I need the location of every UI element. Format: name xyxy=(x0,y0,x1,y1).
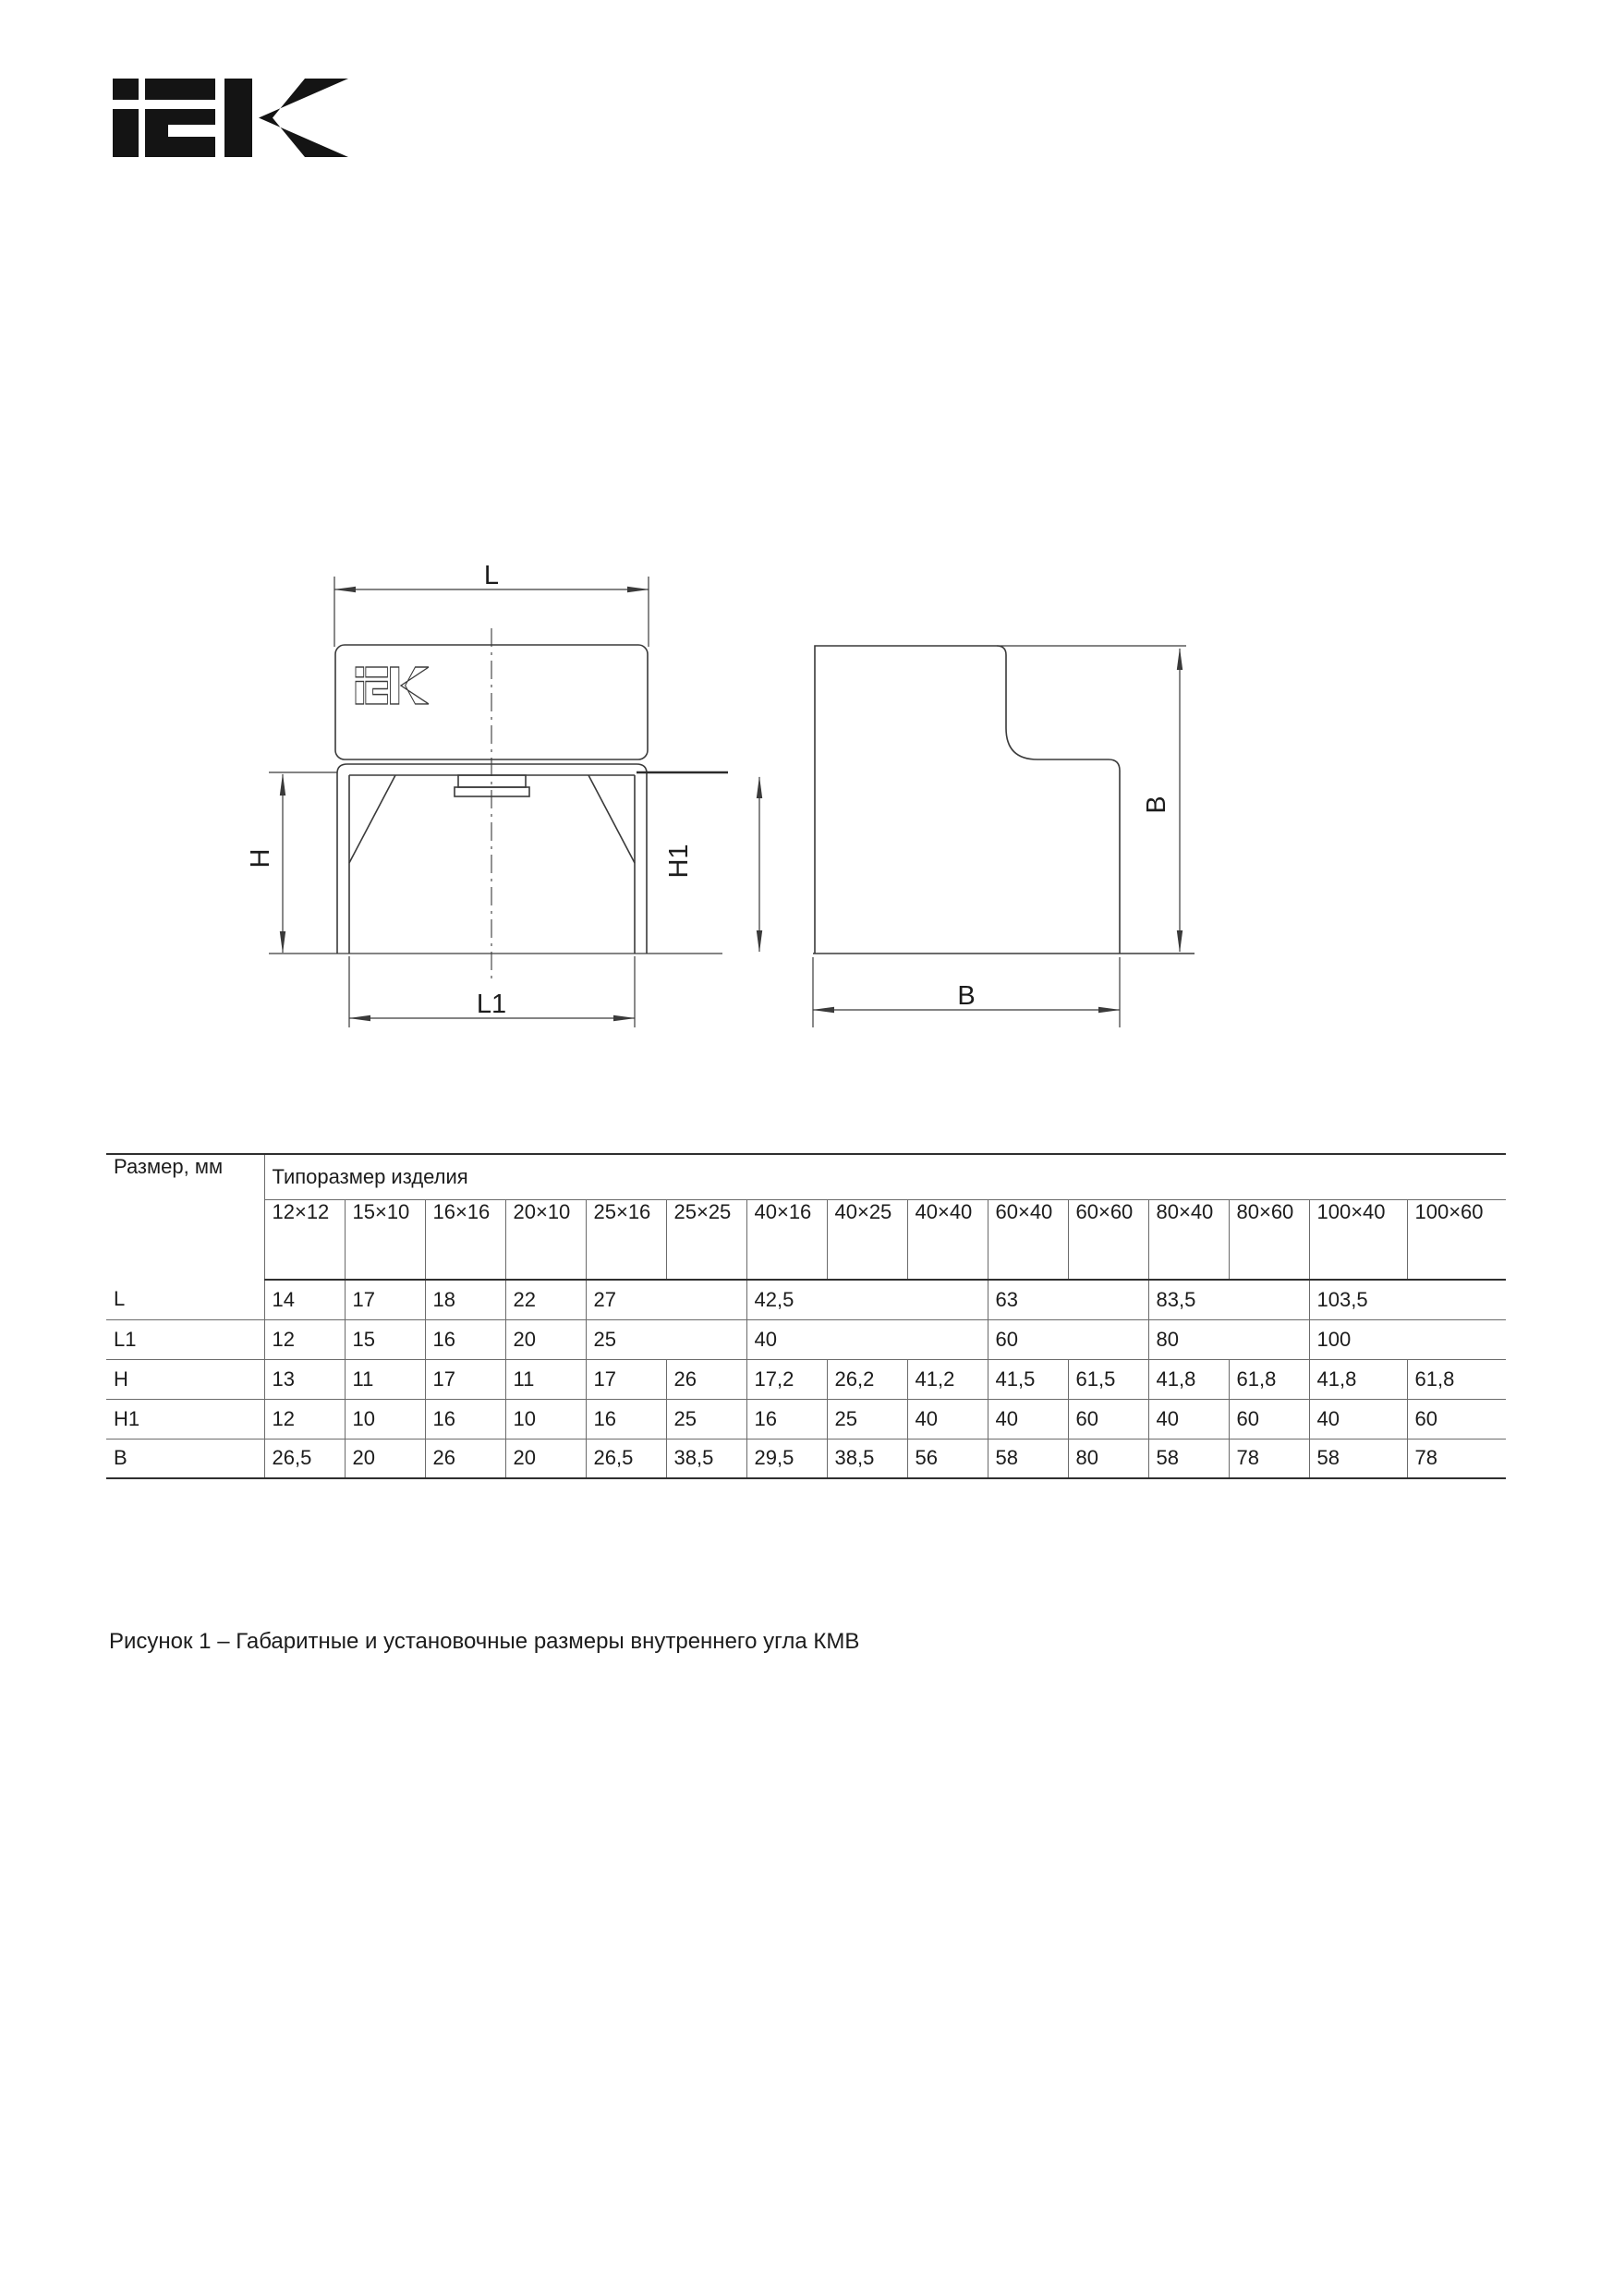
dimension-value-cell: 58 xyxy=(1148,1439,1229,1478)
dimension-value-cell: 61,8 xyxy=(1407,1359,1506,1399)
dimension-value-cell: 27 xyxy=(586,1280,746,1319)
dimension-value-cell: 61,8 xyxy=(1229,1359,1309,1399)
dimension-value-cell: 41,5 xyxy=(988,1359,1068,1399)
dimension-value-cell: 60 xyxy=(1068,1399,1148,1439)
dimension-row-label: B xyxy=(106,1439,264,1478)
product-dimensions-table xyxy=(106,1153,1506,1479)
dimension-row-label: H xyxy=(106,1359,264,1399)
typesize-group-header: Типоразмер изделия xyxy=(264,1154,1506,1199)
typesize-column-header: 25×16 xyxy=(586,1199,666,1280)
typesize-column-header: 80×40 xyxy=(1148,1199,1229,1280)
dimension-value-cell: 12 xyxy=(264,1319,345,1359)
dimension-value-cell: 63 xyxy=(988,1280,1148,1319)
dimension-value-cell: 40 xyxy=(988,1399,1068,1439)
dimension-value-cell: 17,2 xyxy=(746,1359,827,1399)
typesize-column-header: 20×10 xyxy=(505,1199,586,1280)
dimension-value-cell: 15 xyxy=(345,1319,425,1359)
dimension-value-cell: 16 xyxy=(425,1399,505,1439)
iek-logo xyxy=(113,79,348,157)
dimension-value-cell: 100 xyxy=(1309,1319,1506,1359)
dimension-value-cell: 58 xyxy=(1309,1439,1407,1478)
dimension-B-horizontal-label: B xyxy=(957,981,976,1011)
dimension-value-cell: 20 xyxy=(345,1439,425,1478)
side-view-outline xyxy=(815,646,1120,954)
dimension-L1-label: L1 xyxy=(476,990,507,1019)
dimension-value-cell: 83,5 xyxy=(1148,1280,1309,1319)
dimension-value-cell: 22 xyxy=(505,1280,586,1319)
dimension-value-cell: 17 xyxy=(586,1359,666,1399)
dimension-value-cell: 41,2 xyxy=(907,1359,988,1399)
dimension-value-cell: 17 xyxy=(425,1359,505,1399)
dimension-value-cell: 60 xyxy=(1229,1399,1309,1439)
chamfer-line-right xyxy=(588,775,635,863)
dimension-value-cell: 80 xyxy=(1148,1319,1309,1359)
size-column-title: Размер, мм xyxy=(106,1154,264,1280)
dimension-value-cell: 12 xyxy=(264,1399,345,1439)
dimension-row xyxy=(106,1319,1506,1359)
front-view xyxy=(246,561,759,1027)
dimension-value-cell: 10 xyxy=(345,1399,425,1439)
dimension-value-cell: 56 xyxy=(907,1439,988,1478)
dimension-row-label: L xyxy=(106,1280,264,1319)
dimension-value-cell: 16 xyxy=(586,1399,666,1439)
dimension-value-cell: 58 xyxy=(988,1439,1068,1478)
dimension-row xyxy=(106,1399,1506,1439)
side-view xyxy=(813,646,1195,1027)
chamfer-line-left xyxy=(349,775,395,863)
dimension-value-cell: 26,2 xyxy=(827,1359,907,1399)
table-header-row xyxy=(106,1154,1506,1199)
typesize-column-header: 15×10 xyxy=(345,1199,425,1280)
dimension-value-cell: 42,5 xyxy=(746,1280,988,1319)
dimension-row xyxy=(106,1280,1506,1319)
dimension-value-cell: 38,5 xyxy=(827,1439,907,1478)
front-view-base xyxy=(337,764,647,954)
latch xyxy=(458,775,526,787)
dimension-value-cell: 41,8 xyxy=(1148,1359,1229,1399)
typesize-column-header: 16×16 xyxy=(425,1199,505,1280)
typesize-column-header: 40×40 xyxy=(907,1199,988,1280)
dimension-value-cell: 14 xyxy=(264,1280,345,1319)
dimension-value-cell: 13 xyxy=(264,1359,345,1399)
dimension-value-cell: 26,5 xyxy=(264,1439,345,1478)
dimension-value-cell: 26 xyxy=(425,1439,505,1478)
dimension-value-cell: 17 xyxy=(345,1280,425,1319)
dimension-row xyxy=(106,1359,1506,1399)
dimension-value-cell: 26 xyxy=(666,1359,746,1399)
cover-embossed-iek-logo xyxy=(356,667,429,704)
typesize-column-header: 60×60 xyxy=(1068,1199,1148,1280)
typesize-header-row xyxy=(106,1199,1506,1280)
dimension-value-cell: 18 xyxy=(425,1280,505,1319)
dimension-value-cell: 16 xyxy=(746,1399,827,1439)
typesize-column-header: 25×25 xyxy=(666,1199,746,1280)
dimension-value-cell: 60 xyxy=(988,1319,1148,1359)
dimension-row xyxy=(106,1439,1506,1478)
front-view-cover xyxy=(335,645,648,759)
typesize-column-header: 40×16 xyxy=(746,1199,827,1280)
dimension-value-cell: 40 xyxy=(1309,1399,1407,1439)
dimension-value-cell: 20 xyxy=(505,1439,586,1478)
latch-lip xyxy=(455,787,529,796)
dimension-H1-label: H1 xyxy=(664,844,694,879)
dimension-B-vertical-label: B xyxy=(1142,796,1171,814)
dimension-value-cell: 41,8 xyxy=(1309,1359,1407,1399)
dimension-value-cell: 103,5 xyxy=(1309,1280,1506,1319)
dimension-value-cell: 78 xyxy=(1229,1439,1309,1478)
dimension-value-cell: 78 xyxy=(1407,1439,1506,1478)
dimension-row-label: H1 xyxy=(106,1399,264,1439)
dimension-H-label: H xyxy=(246,848,275,869)
dimension-value-cell: 11 xyxy=(505,1359,586,1399)
dimension-value-cell: 26,5 xyxy=(586,1439,666,1478)
dimension-value-cell: 25 xyxy=(666,1399,746,1439)
typesize-column-header: 40×25 xyxy=(827,1199,907,1280)
dimension-value-cell: 40 xyxy=(746,1319,988,1359)
typesize-column-header: 60×40 xyxy=(988,1199,1068,1280)
dimension-value-cell: 29,5 xyxy=(746,1439,827,1478)
dimension-value-cell: 25 xyxy=(827,1399,907,1439)
figure-caption: Рисунок 1 – Габаритные и установочные размеры внутреннего угла КМВ xyxy=(109,1629,860,1654)
dimension-value-cell: 40 xyxy=(907,1399,988,1439)
dimension-row-label: L1 xyxy=(106,1319,264,1359)
dimension-value-cell: 80 xyxy=(1068,1439,1148,1478)
dimension-value-cell: 16 xyxy=(425,1319,505,1359)
typesize-column-header: 80×60 xyxy=(1229,1199,1309,1280)
dimension-value-cell: 38,5 xyxy=(666,1439,746,1478)
typesize-column-header: 100×40 xyxy=(1309,1199,1407,1280)
dimension-value-cell: 25 xyxy=(586,1319,746,1359)
dimension-value-cell: 10 xyxy=(505,1399,586,1439)
dimension-value-cell: 60 xyxy=(1407,1399,1506,1439)
typesize-column-header: 100×60 xyxy=(1407,1199,1506,1280)
dimension-value-cell: 61,5 xyxy=(1068,1359,1148,1399)
dimension-value-cell: 40 xyxy=(1148,1399,1229,1439)
dimension-L-label: L xyxy=(483,561,500,590)
dimension-value-cell: 20 xyxy=(505,1319,586,1359)
dimension-value-cell: 11 xyxy=(345,1359,425,1399)
typesize-column-header: 12×12 xyxy=(264,1199,345,1280)
